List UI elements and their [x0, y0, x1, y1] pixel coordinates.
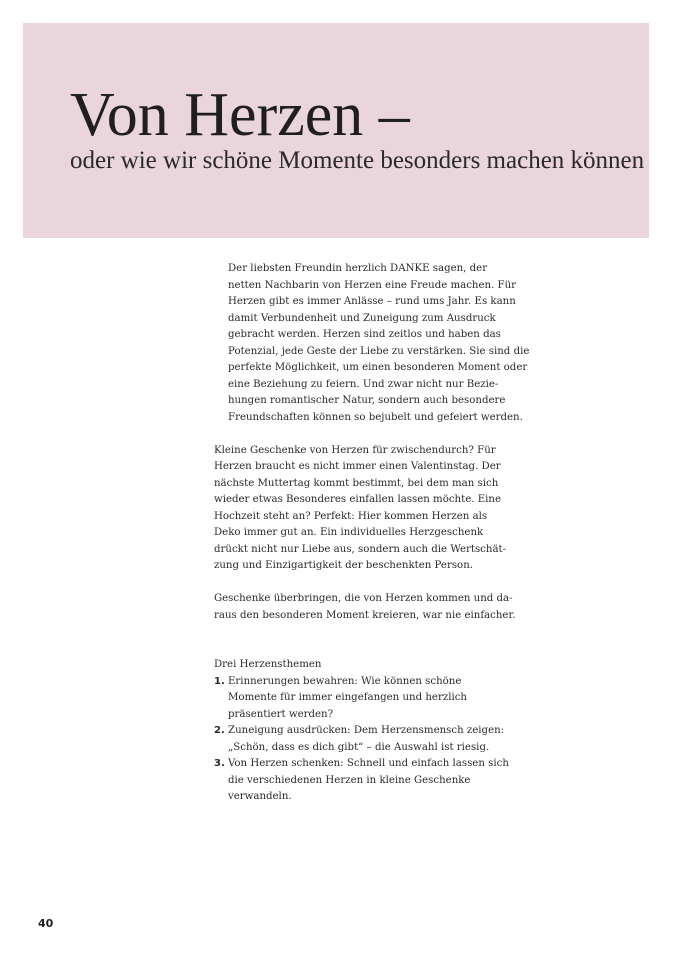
paragraph-line: Kleine Geschenke von Herzen für zwischendurch? Für — [214, 444, 496, 456]
paragraph-line: drückt nicht nur Liebe aus, sondern auch die Wertschät- — [214, 543, 507, 555]
list-item-line: präsentiert werden? — [228, 708, 334, 720]
paragraph-line: raus den besonderen Moment kreieren, war nie einfacher. — [214, 609, 516, 621]
paragraph-line: perfekte Möglichkeit, um einen besonderen Moment oder — [228, 362, 528, 373]
paragraph-line: zung und Einzigartigkeit der beschenkten Person. — [214, 560, 473, 571]
paragraph-line: netten Nachbarin von Herzen eine Freude machen. Für — [228, 279, 517, 291]
body-text — [214, 261, 530, 641]
list-item-line: „Schön, dass es dich gibt“ – die Auswahl ist riesig. — [228, 741, 490, 753]
themes-list — [214, 674, 509, 806]
list-item-line: Von Herzen schenken: Schnell und einfach lassen sich — [228, 758, 509, 769]
themes-heading: Drei Herzensthemen — [214, 659, 322, 670]
paragraph-line: Geschenke überbringen, die von Herzen kommen und da- — [214, 593, 513, 604]
paragraph-line: Hochzeit steht an? Perfekt: Hier kommen Herzen als — [214, 510, 488, 522]
paragraph-1 — [214, 261, 530, 426]
paragraph-3 — [214, 591, 516, 624]
themes-section — [214, 657, 509, 806]
list-item-line: Momente für immer eingefangen und herzlich — [228, 692, 467, 703]
list-item-line: Erinnerungen bewahren: Wie können schöne — [228, 675, 462, 687]
paragraph-line: Potenzial, jede Geste der Liebe zu verstärken. Sie sind die — [228, 345, 530, 357]
paragraph-line: Der liebsten Freundin herzlich DANKE sagen, der — [228, 263, 488, 274]
list-item-line: verwandeln. — [228, 791, 292, 802]
paragraph-line: Herzen gibt es immer Anlässe – rund ums Jahr. Es kann — [228, 296, 516, 307]
page-subtitle: oder wie wir schöne Momente besonders machen können — [70, 147, 645, 174]
list-item-line: Zuneigung ausdrücken: Dem Herzensmensch zeigen: — [228, 725, 505, 736]
list-number: 1. — [214, 675, 225, 687]
themes-list-item — [214, 756, 509, 806]
paragraph-line: nächste Muttertag kommt bestimmt, bei dem man sich — [214, 477, 499, 489]
list-number: 2. — [214, 725, 225, 736]
themes-list-item — [214, 674, 494, 724]
paragraph-line: hungen romantischer Natur, sondern auch besondere — [228, 395, 506, 406]
list-number: 3. — [214, 758, 225, 769]
paragraph-line: damit Verbundenheit und Zuneigung zum Ausdruck — [228, 312, 496, 324]
list-item-line: die verschiedenen Herzen in kleine Geschenke — [228, 774, 471, 786]
paragraph-line: gebracht werden. Herzen sind zeitlos und haben das — [228, 329, 501, 340]
paragraph-line: Herzen braucht es nicht immer einen Valentinstag. Der — [214, 461, 501, 472]
paragraph-line: wieder etwas Besonderes einfallen lassen möchte. Eine — [214, 494, 502, 505]
paragraph-line: Deko immer gut an. Ein individuelles Herzgeschenk — [214, 527, 484, 538]
themes-list-item — [214, 723, 505, 756]
page-number: 40 — [38, 917, 54, 930]
page-title: Von Herzen – — [70, 81, 410, 149]
paragraph-line: Freundschaften können so bejubelt und gefeiert werden. — [228, 411, 523, 423]
paragraph-line: eine Beziehung zu feiern. Und zwar nicht nur Bezie- — [228, 378, 499, 390]
paragraph-2 — [214, 443, 507, 575]
